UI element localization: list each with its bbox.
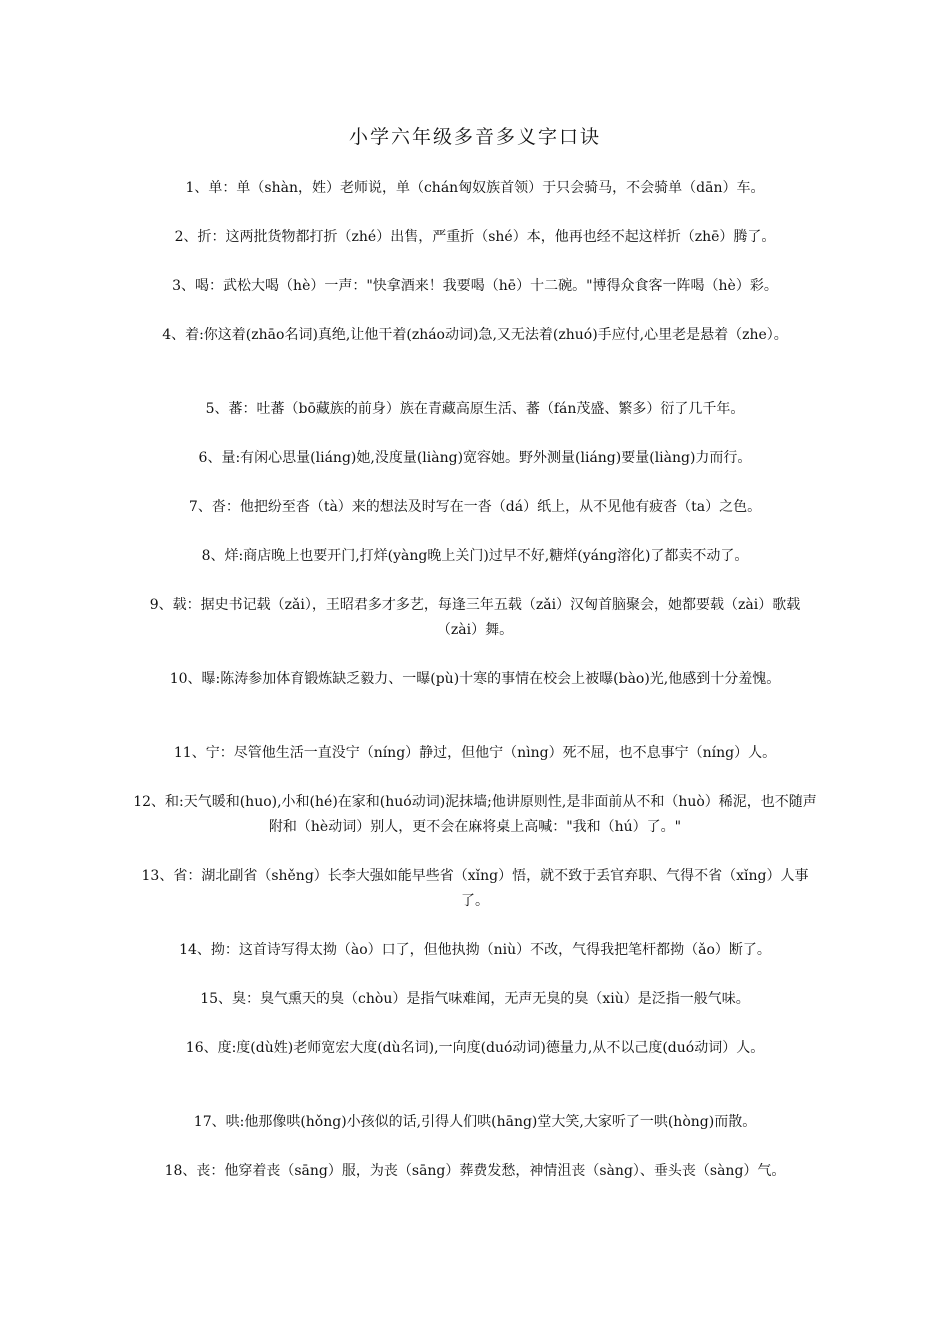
entry-12: 12、和:天气暖和(huo),小和(hé)在家和(huó动词)泥抹墙;他讲原则性,是非面前从不和（huò）稀泥，也不随声附和（hè动词）别人，更不会在麻将桌上高喊："我和（hú）了。" (133, 794, 817, 835)
entry-6: 6、量:有闲心思量(liáng)她,没度量(liàng)宽容她。野外测量(liáng)要量(liàng)力而行。 (198, 450, 752, 466)
entry-14: 14、拗：这首诗写得太拗（ào）口了，但他执拗（niù）不改，气得我把笔杆都拗（ǎo）断了。 (179, 942, 771, 958)
entry-17: 17、哄:他那像哄(hǒng)小孩似的话,引得人们哄(hāng)堂大笑,大家听了一哄(hòng)而散。 (193, 1114, 757, 1130)
entry-8: 8、烊:商店晚上也要开门,打烊(yàng晚上关门)过早不好,糖烊(yáng溶化)了都卖不动了。 (201, 548, 749, 564)
entry-5: 5、蕃：吐蕃（bō藏族的前身）族在青藏高原生活、蕃（fán茂盛、繁多）衍了几千年。 (205, 401, 745, 417)
entry-3: 3、喝：武松大喝（hè）一声："快拿酒来！我要喝（hē）十二碗。"博得众食客一阵喝（hè）彩。 (172, 278, 778, 294)
entry-10: 10、曝:陈涛参加体育锻炼缺乏毅力、一曝(pù)十寒的事情在校会上被曝(bào)光,他感到十分羞愧。 (169, 671, 781, 687)
entry-13: 13、省：湖北副省（shěng）长李大强如能早些省（xǐng）悟，就不致于丢官弃职、气得不省（xǐng）人事了。 (141, 868, 809, 909)
entry-4: 4、着:你这着(zhāo名词)真绝,让他干着(zháo动词)急,又无法着(zhuó)手应付,心里老是悬着（zhe）。 (162, 327, 788, 343)
entry-15: 15、臭：臭气熏天的臭（chòu）是指气味难闻，无声无臭的臭（xiù）是泛指一般气味。 (200, 991, 750, 1007)
entry-1: 1、单：单（shàn，姓）老师说，单（chán匈奴族首领）于只会骑马，不会骑单（dān）车。 (185, 180, 765, 196)
entry-7: 7、沓：他把纷至沓（tà）来的想法及时写在一沓（dá）纸上，从不见他有疲沓（ta）之色。 (188, 499, 762, 515)
document-title: 小学六年级多音多义字口诀 (348, 126, 601, 148)
entry-2: 2、折：这两批货物都打折（zhé）出售，严重折（shé）本，他再也经不起这样折（zhē）腾了。 (174, 229, 776, 245)
entry-16: 16、度:度(dù姓)老师宽宏大度(dù名词),一向度(duó动词)德量力,从不以己度(duó动词）人。 (185, 1040, 765, 1056)
entry-list (0, 176, 950, 1208)
entry-11: 11、宁：尽管他生活一直没宁（níng）静过，但他宁（nìng）死不屈，也不息事宁（níng）人。 (173, 745, 777, 761)
entry-9: 9、载：据史书记载（zǎi），王昭君多才多艺，每逢三年五载（zǎi）汉匈首脑聚会，她都要载（zài）歌载（zài）舞。 (149, 597, 801, 638)
entry-18: 18、丧：他穿着丧（sāng）服，为丧（sāng）葬费发愁，神情沮丧（sàng）、垂头丧（sàng）气。 (164, 1163, 786, 1179)
